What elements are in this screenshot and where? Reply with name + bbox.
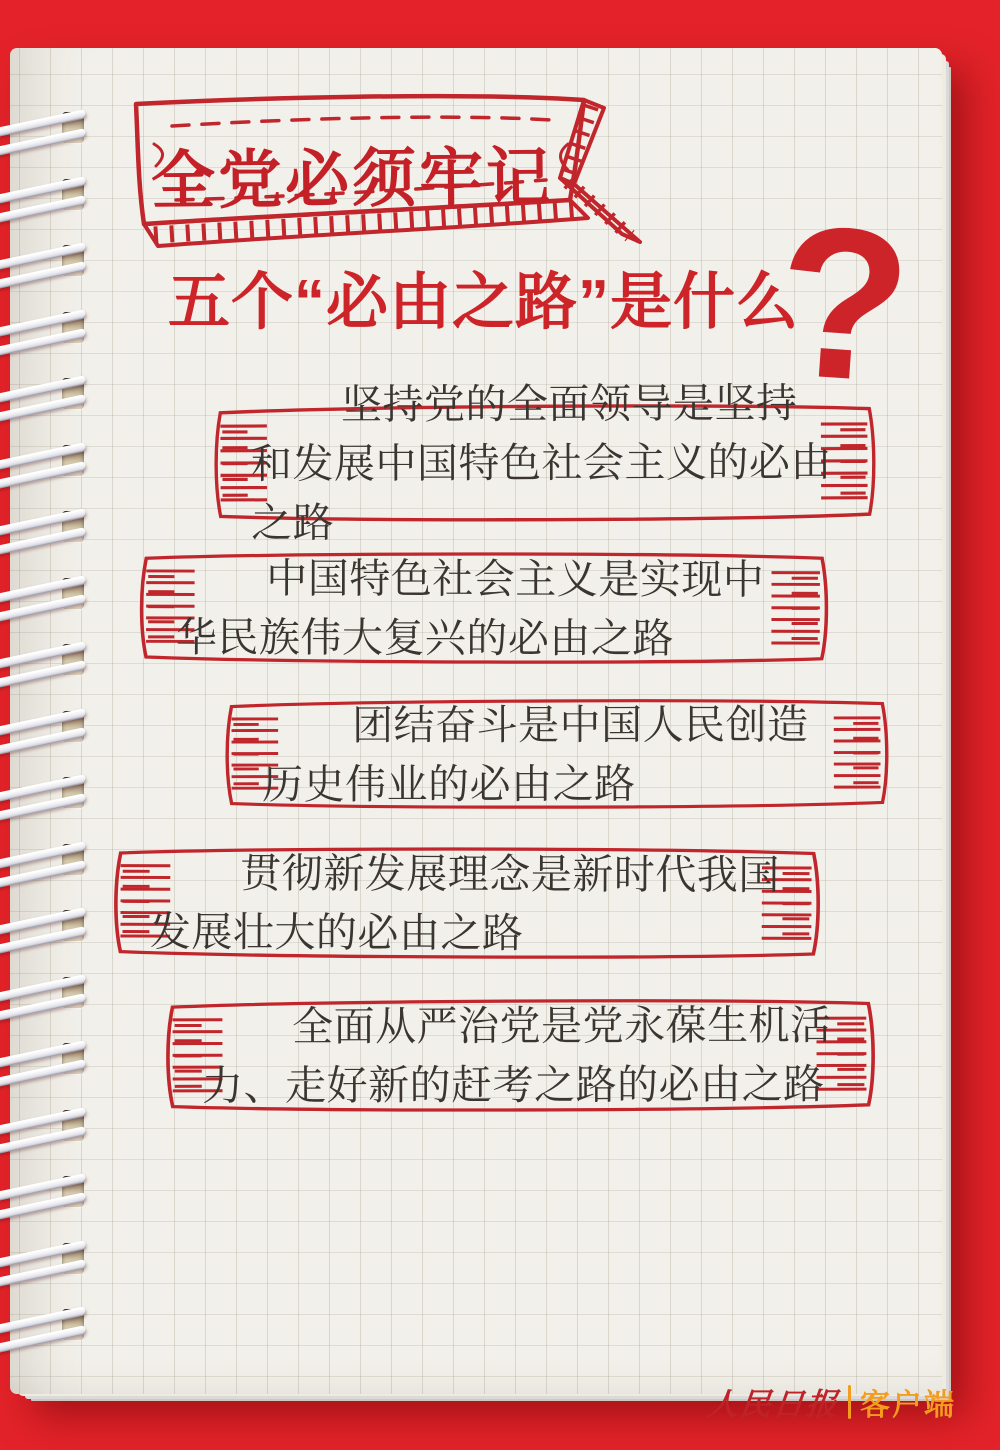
spiral-coil [0, 171, 92, 223]
note-box-4 [104, 842, 828, 966]
note-box-3 [216, 694, 896, 814]
spiral-coil [0, 703, 92, 755]
question-mark: ? [769, 178, 918, 429]
banner-label: 全党必须牢记 [150, 139, 554, 220]
channel-label: 客户端 [860, 1388, 956, 1422]
spiral-coil [0, 237, 92, 289]
note-box-1 [205, 379, 883, 548]
spiral-coil [0, 902, 92, 954]
spiral-coil [0, 1035, 92, 1087]
note-box-5 [156, 994, 883, 1118]
note-text: 坚持党的全面领导是坚持和发展中国特色社会主义的必由之路 [250, 379, 833, 548]
spiral-coil [0, 503, 92, 555]
note-box-2 [130, 547, 836, 670]
spiral-coil [0, 304, 92, 356]
spiral-coil [0, 570, 92, 622]
spiral-binding [0, 0, 100, 1450]
footer-divider [848, 1385, 851, 1419]
spiral-coil [0, 1168, 92, 1220]
spiral-coil [0, 969, 92, 1021]
spiral-coil [0, 769, 92, 821]
note-text: 中国特色社会主义是实现中华民族伟大复兴的必由之路 [175, 553, 765, 662]
headline-title: 五个“必由之路”是什么 [168, 268, 800, 337]
note-text: 贯彻新发展理念是新时代我国发展壮大的必由之路 [149, 848, 780, 957]
publisher-logo [704, 1379, 956, 1424]
spiral-coil [0, 370, 92, 422]
spiral-coil [0, 104, 92, 156]
spiral-coil [0, 1235, 92, 1287]
note-text: 团结奋斗是中国人民创造历史伟业的必由之路 [262, 700, 809, 809]
spiral-coil [0, 1301, 92, 1353]
ribbon-banner [122, 88, 652, 260]
spiral-coil [0, 636, 92, 688]
note-text: 全面从严治党是党永葆生机活力、走好新的赶考之路的必由之路 [202, 1001, 832, 1110]
spiral-coil [0, 836, 92, 888]
spiral-coil [0, 437, 92, 489]
spiral-coil [0, 1102, 92, 1154]
brand-wordmark: 人民日报 [704, 1387, 841, 1423]
